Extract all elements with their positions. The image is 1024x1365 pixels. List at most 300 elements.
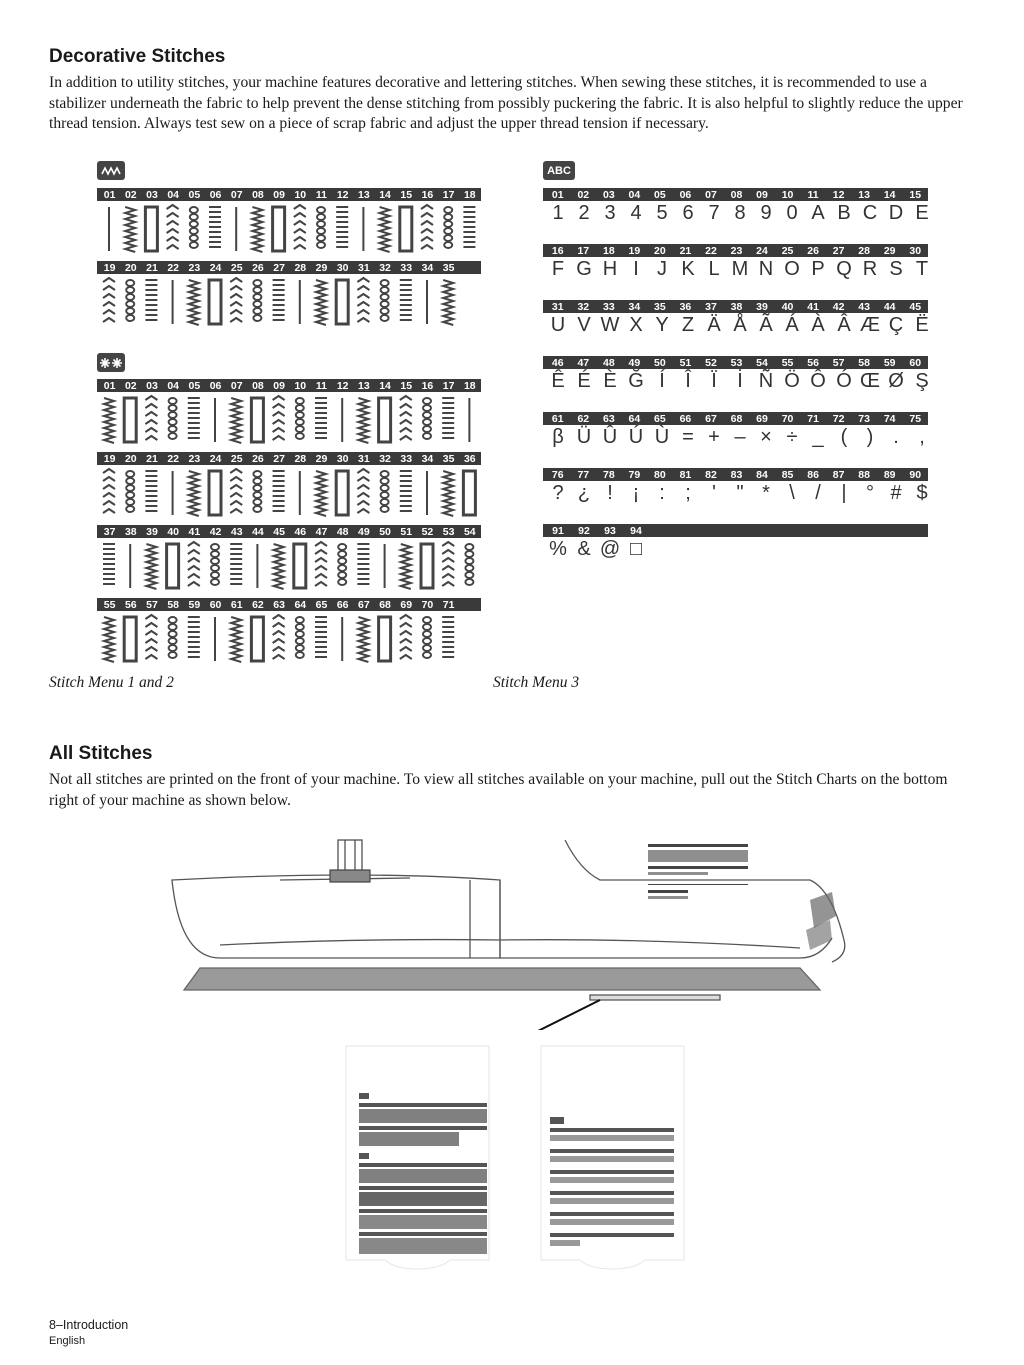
letter-number: 77 bbox=[577, 468, 590, 481]
stitch-pattern-icon bbox=[444, 207, 452, 248]
stitch-pattern-icon bbox=[189, 471, 199, 516]
stitch-pattern-icon bbox=[273, 280, 285, 320]
stitch-number: 04 bbox=[167, 379, 179, 392]
stitch-number: 02 bbox=[124, 379, 137, 392]
letter-number: 22 bbox=[705, 244, 717, 257]
menu3-number-row bbox=[543, 300, 928, 313]
letter-glyph: 7 bbox=[708, 202, 720, 224]
letter-number: 59 bbox=[883, 356, 896, 369]
letter-number: 79 bbox=[628, 468, 641, 481]
menu3-glyph-row bbox=[545, 426, 935, 449]
letter-glyph: Û bbox=[602, 426, 618, 448]
menu2-stitch-row-2 bbox=[97, 467, 481, 519]
stitch-number: 15 bbox=[400, 379, 413, 392]
stitch-number: 23 bbox=[188, 452, 201, 465]
stitch-number: 66 bbox=[336, 598, 349, 611]
stitch-number: 44 bbox=[252, 525, 264, 538]
letter-glyph: H bbox=[602, 258, 618, 280]
letter-number: 25 bbox=[781, 244, 794, 257]
stitch-pattern-icon bbox=[188, 398, 200, 438]
letter-number: 29 bbox=[883, 244, 896, 257]
stitch-pattern-icon bbox=[104, 617, 114, 662]
letter-number: 50 bbox=[654, 356, 666, 369]
letter-number: 41 bbox=[807, 300, 819, 313]
page-language: English bbox=[49, 1335, 86, 1347]
letter-glyph: B bbox=[837, 202, 851, 224]
stitch-pattern-icon bbox=[401, 544, 411, 589]
stitch-pattern-icon bbox=[315, 617, 327, 657]
stitch-number: 28 bbox=[294, 261, 307, 274]
stitch-pattern-icon bbox=[463, 207, 475, 247]
stitch-number: 32 bbox=[379, 261, 391, 274]
stitch-pattern-icon bbox=[145, 396, 157, 440]
stitch-pattern-icon bbox=[316, 280, 326, 325]
stitch-number: 37 bbox=[103, 525, 116, 538]
letter-glyph: İ bbox=[737, 370, 743, 392]
stitch-number: 18 bbox=[463, 188, 476, 201]
stitch-number: 61 bbox=[230, 598, 243, 611]
stitch-pattern-icon bbox=[230, 469, 242, 513]
stitch-pattern-icon bbox=[103, 278, 115, 322]
stitch-pattern-icon bbox=[189, 280, 199, 325]
letter-number: 09 bbox=[756, 188, 768, 201]
stitch-pattern-icon bbox=[294, 205, 306, 249]
stitch-pattern-icon bbox=[230, 278, 242, 322]
stitch-pattern-icon bbox=[379, 398, 391, 442]
letter-number: 58 bbox=[858, 356, 870, 369]
letter-number: 80 bbox=[654, 468, 666, 481]
letter-number: 83 bbox=[730, 468, 743, 481]
stitch-pattern-icon bbox=[357, 544, 369, 584]
stitch-pattern-icon bbox=[400, 207, 412, 251]
stitch-number: 20 bbox=[124, 261, 137, 274]
letter-glyph: Î bbox=[685, 370, 691, 392]
stitch-pattern-icon bbox=[126, 471, 134, 512]
letter-glyph: Y bbox=[655, 314, 669, 336]
letter-number: 14 bbox=[883, 188, 896, 201]
letter-number: 03 bbox=[602, 188, 615, 201]
stitch-number: 47 bbox=[315, 525, 328, 538]
letter-number: 51 bbox=[679, 356, 692, 369]
letter-number: 88 bbox=[858, 468, 870, 481]
letter-number: 30 bbox=[909, 244, 922, 257]
stitch-pattern-icon bbox=[316, 471, 326, 516]
stitch-number: 35 bbox=[442, 261, 455, 274]
letter-glyph: I bbox=[633, 258, 639, 280]
stitch-number: 05 bbox=[188, 379, 201, 392]
menu2-number-row-1 bbox=[97, 379, 481, 392]
stitch-number: 68 bbox=[379, 598, 391, 611]
letter-number: 10 bbox=[781, 188, 794, 201]
letter-number: 27 bbox=[832, 244, 845, 257]
letter-glyph: S bbox=[889, 258, 903, 280]
stitch-pattern-icon bbox=[379, 617, 391, 661]
letter-number: 21 bbox=[679, 244, 692, 257]
letter-number: 43 bbox=[858, 300, 870, 313]
stitch-number: 22 bbox=[167, 261, 179, 274]
letter-glyph: = bbox=[682, 426, 694, 448]
letter-glyph: É bbox=[577, 370, 591, 392]
letter-number: 52 bbox=[705, 356, 717, 369]
letter-number: 32 bbox=[577, 300, 590, 313]
letter-number: 70 bbox=[781, 412, 794, 425]
letter-number: 90 bbox=[909, 468, 922, 481]
menu3-glyph-row bbox=[545, 314, 935, 337]
stitch-pattern-icon bbox=[167, 205, 179, 249]
stitch-pattern-icon bbox=[315, 398, 327, 438]
page-number: 8–Introduction bbox=[49, 1318, 129, 1332]
stitch-number: 09 bbox=[273, 379, 285, 392]
letter-number: 91 bbox=[552, 524, 564, 537]
letter-glyph: 9 bbox=[760, 202, 772, 224]
stitch-pattern-icon bbox=[145, 615, 157, 659]
letter-glyph: ¡ bbox=[632, 482, 640, 504]
menu3-badge: ABC bbox=[543, 161, 575, 180]
stitch-number: 36 bbox=[463, 452, 476, 465]
letter-glyph: Ã bbox=[759, 314, 773, 336]
letter-glyph: Á bbox=[785, 314, 799, 336]
letter-number: 86 bbox=[807, 468, 819, 481]
stitch-number: 17 bbox=[442, 379, 455, 392]
letter-glyph: Ë bbox=[915, 314, 929, 336]
stitch-number: 50 bbox=[379, 525, 391, 538]
stitch-number: 25 bbox=[230, 452, 243, 465]
letter-glyph: 6 bbox=[682, 202, 694, 224]
letter-glyph: K bbox=[681, 258, 695, 280]
letter-number: 69 bbox=[756, 412, 768, 425]
letter-glyph: 0 bbox=[786, 202, 798, 224]
menu2-number-row-3 bbox=[97, 525, 481, 538]
stitch-number: 31 bbox=[358, 452, 370, 465]
letter-number: 38 bbox=[730, 300, 743, 313]
stitch-number: 46 bbox=[294, 525, 307, 538]
stitch-pattern-icon bbox=[421, 205, 433, 249]
letter-number: 18 bbox=[602, 244, 615, 257]
stitch-number: 70 bbox=[421, 598, 434, 611]
letter-number: 42 bbox=[832, 300, 845, 313]
stitch-pattern-icon bbox=[423, 398, 431, 439]
letter-number: 84 bbox=[756, 468, 768, 481]
letter-number: 63 bbox=[602, 412, 615, 425]
letter-glyph: × bbox=[760, 426, 772, 448]
menu1-badge-icon bbox=[97, 161, 125, 180]
stitch-number: 21 bbox=[146, 452, 158, 465]
letter-glyph: Ó bbox=[836, 370, 852, 392]
stitch-pattern-icon bbox=[442, 617, 454, 657]
stitch-pattern-icon bbox=[358, 398, 368, 443]
stitch-number: 12 bbox=[336, 379, 349, 392]
letter-glyph: _ bbox=[812, 426, 824, 448]
stitch-pattern-icon bbox=[211, 544, 219, 585]
stitch-pattern-icon bbox=[169, 617, 177, 658]
letter-glyph: Ù bbox=[654, 426, 670, 448]
menu3-number-row bbox=[543, 412, 928, 425]
menu3-glyph-row bbox=[545, 370, 935, 393]
letter-number: 92 bbox=[578, 524, 590, 537]
stitch-number: 26 bbox=[252, 452, 264, 465]
stitch-number: 45 bbox=[273, 525, 285, 538]
letter-number: 73 bbox=[858, 412, 870, 425]
menu2-number-row-4 bbox=[97, 598, 481, 611]
letter-number: 31 bbox=[551, 300, 564, 313]
stitch-number: 26 bbox=[252, 261, 264, 274]
menu1-number-row-2 bbox=[97, 261, 481, 274]
menu1-stitch-row-2 bbox=[97, 276, 481, 328]
letter-glyph: J bbox=[657, 258, 667, 280]
letter-glyph: X bbox=[629, 314, 643, 336]
menu3-glyph-row bbox=[545, 482, 935, 505]
stitch-number: 43 bbox=[230, 525, 243, 538]
stitch-pattern-icon bbox=[124, 398, 136, 442]
all-stitches-paragraph: Not all stitches are printed on the front of your machine. To view all stitches available on your machine, pull out the Stitch Charts on the bottom right of your machine as shown below. bbox=[49, 771, 948, 809]
letter-number: 54 bbox=[756, 356, 768, 369]
stitch-pattern-icon bbox=[381, 471, 389, 512]
stitch-number: 02 bbox=[124, 188, 137, 201]
menu2-stitch-row-4 bbox=[97, 613, 481, 665]
letter-glyph: * bbox=[762, 482, 770, 504]
letter-glyph: Ø bbox=[888, 370, 904, 392]
menu3-glyph-row bbox=[545, 258, 935, 281]
letter-number: 16 bbox=[551, 244, 564, 257]
stitch-number: 32 bbox=[379, 452, 391, 465]
stitch-pattern-icon bbox=[381, 280, 389, 321]
stitch-pattern-icon bbox=[146, 544, 156, 589]
letter-glyph: Ş bbox=[915, 370, 929, 392]
letter-number: 61 bbox=[551, 412, 564, 425]
letter-number: 68 bbox=[730, 412, 743, 425]
letter-number: 67 bbox=[705, 412, 717, 425]
letter-number: 48 bbox=[602, 356, 615, 369]
letter-glyph: P bbox=[811, 258, 825, 280]
letter-glyph: ' bbox=[712, 482, 716, 504]
letter-number: 06 bbox=[679, 188, 692, 201]
letter-number: 89 bbox=[883, 468, 896, 481]
stitch-number: 33 bbox=[400, 452, 413, 465]
stitch-number: 07 bbox=[230, 379, 243, 392]
stitch-pattern-icon bbox=[357, 469, 369, 513]
letter-glyph: À bbox=[811, 314, 825, 336]
stitch-number: 10 bbox=[294, 188, 307, 201]
letter-glyph: □ bbox=[629, 538, 643, 560]
stitch-number: 06 bbox=[209, 379, 222, 392]
stitch-chart-card-right bbox=[540, 1045, 685, 1270]
stitch-number: 71 bbox=[442, 598, 455, 611]
letter-glyph: \ bbox=[789, 482, 795, 504]
stitch-number: 41 bbox=[188, 525, 201, 538]
stitch-number: 29 bbox=[315, 261, 328, 274]
stitch-pattern-icon bbox=[400, 280, 412, 320]
stitch-number: 27 bbox=[273, 261, 285, 274]
stitch-pattern-icon bbox=[253, 280, 261, 321]
letter-number: 01 bbox=[551, 188, 564, 201]
stitch-number: 13 bbox=[358, 188, 370, 201]
stitch-chart-card-left bbox=[345, 1045, 490, 1270]
letter-glyph: R bbox=[862, 258, 878, 280]
stitch-pattern-icon bbox=[400, 615, 412, 659]
letter-glyph: Ï bbox=[711, 370, 717, 392]
letter-number: 40 bbox=[781, 300, 794, 313]
stitch-pattern-icon bbox=[273, 207, 285, 251]
stitch-number: 19 bbox=[103, 261, 116, 274]
letter-number: 78 bbox=[602, 468, 615, 481]
stitch-pattern-icon bbox=[421, 544, 433, 588]
stitch-pattern-icon bbox=[253, 471, 261, 512]
letter-number: 12 bbox=[832, 188, 845, 201]
letter-glyph: Ü bbox=[576, 426, 592, 448]
caption-menu3: Stitch Menu 3 bbox=[493, 674, 580, 691]
stitch-pattern-icon bbox=[400, 471, 412, 511]
stitch-pattern-icon bbox=[442, 542, 454, 586]
stitch-number: 23 bbox=[188, 261, 201, 274]
letter-glyph: – bbox=[734, 426, 746, 448]
menu3-glyph-row bbox=[545, 538, 649, 561]
letter-number: 49 bbox=[628, 356, 641, 369]
caption-menu12: Stitch Menu 1 and 2 bbox=[49, 674, 174, 691]
stitch-number: 12 bbox=[336, 188, 349, 201]
stitch-pattern-icon bbox=[357, 278, 369, 322]
letter-glyph: ! bbox=[607, 482, 613, 504]
letter-number: 72 bbox=[832, 412, 845, 425]
stitch-number: 20 bbox=[124, 452, 137, 465]
letter-number: 20 bbox=[654, 244, 666, 257]
stitch-number: 24 bbox=[209, 452, 222, 465]
letter-number: 62 bbox=[577, 412, 590, 425]
stitch-number: 27 bbox=[273, 452, 285, 465]
letter-glyph: G bbox=[576, 258, 592, 280]
stitch-pattern-icon bbox=[231, 398, 241, 443]
stitch-number: 52 bbox=[421, 525, 434, 538]
letter-glyph: Í bbox=[659, 370, 665, 392]
letter-glyph: ÷ bbox=[786, 426, 798, 448]
stitch-pattern-icon bbox=[443, 471, 453, 516]
stitch-number: 53 bbox=[442, 525, 455, 538]
menu1-stitch-row-1 bbox=[97, 203, 481, 255]
stitch-number: 31 bbox=[358, 261, 370, 274]
letter-glyph: 4 bbox=[630, 202, 642, 224]
letter-number: 19 bbox=[628, 244, 641, 257]
letter-glyph: L bbox=[708, 258, 720, 280]
menu3-number-row bbox=[543, 356, 928, 369]
menu3-number-row bbox=[543, 524, 928, 537]
stitch-pattern-icon bbox=[190, 207, 198, 248]
letter-glyph: T bbox=[915, 258, 929, 280]
letter-glyph: U bbox=[550, 314, 566, 336]
stitch-number: 51 bbox=[400, 525, 413, 538]
letter-number: 46 bbox=[551, 356, 564, 369]
stitch-pattern-icon bbox=[336, 280, 348, 324]
letter-glyph: Ô bbox=[810, 370, 826, 392]
stitch-number: 13 bbox=[358, 379, 370, 392]
stitch-number: 64 bbox=[294, 598, 307, 611]
letter-number: 74 bbox=[883, 412, 896, 425]
stitch-number: 28 bbox=[294, 452, 307, 465]
stitch-number: 17 bbox=[442, 188, 455, 201]
stitch-number: 55 bbox=[103, 598, 116, 611]
letter-number: 75 bbox=[909, 412, 922, 425]
stitch-pattern-icon bbox=[252, 207, 262, 252]
letter-glyph: Ğ bbox=[628, 370, 644, 392]
letter-number: 53 bbox=[730, 356, 743, 369]
menu3-glyph-row bbox=[545, 202, 935, 225]
letter-number: 37 bbox=[705, 300, 717, 313]
letter-glyph: ; bbox=[685, 482, 691, 504]
stitch-pattern-icon bbox=[443, 280, 453, 325]
stitch-number: 24 bbox=[209, 261, 222, 274]
menu2-number-row-2 bbox=[97, 452, 481, 465]
stitch-pattern-icon bbox=[145, 471, 157, 511]
letter-number: 66 bbox=[679, 412, 692, 425]
stitch-pattern-icon bbox=[167, 544, 179, 588]
stitch-pattern-icon bbox=[231, 617, 241, 662]
letter-glyph: % bbox=[549, 538, 567, 560]
stitch-number: 56 bbox=[124, 598, 137, 611]
letter-glyph: D bbox=[888, 202, 904, 224]
stitch-number: 54 bbox=[463, 525, 476, 538]
stitch-number: 35 bbox=[442, 452, 455, 465]
letter-glyph: , bbox=[919, 426, 925, 448]
stitch-number: 62 bbox=[252, 598, 264, 611]
stitch-number: 25 bbox=[230, 261, 243, 274]
letter-number: 82 bbox=[705, 468, 717, 481]
letter-glyph: M bbox=[731, 258, 749, 280]
stitch-pattern-icon bbox=[317, 207, 325, 248]
letter-number: 55 bbox=[781, 356, 794, 369]
stitch-number: 48 bbox=[336, 525, 349, 538]
stitch-number: 22 bbox=[167, 452, 179, 465]
letter-glyph: È bbox=[603, 370, 617, 392]
stitch-pattern-icon bbox=[230, 544, 242, 584]
letter-glyph: 2 bbox=[578, 202, 590, 224]
stitch-number: 08 bbox=[252, 379, 264, 392]
stitch-pattern-icon bbox=[294, 544, 306, 588]
stitch-number: 42 bbox=[209, 525, 222, 538]
letter-glyph: Ú bbox=[628, 426, 644, 448]
stitch-pattern-icon bbox=[296, 398, 304, 439]
stitch-number: 59 bbox=[188, 598, 201, 611]
stitch-number: 40 bbox=[167, 525, 179, 538]
letter-glyph: . bbox=[893, 426, 899, 448]
letter-glyph: A bbox=[811, 202, 825, 224]
letter-glyph: V bbox=[577, 314, 591, 336]
letter-glyph: Œ bbox=[860, 370, 880, 392]
stitch-number: 06 bbox=[209, 188, 222, 201]
menu3-number-row bbox=[543, 244, 928, 257]
stitch-pattern-icon bbox=[423, 617, 431, 658]
stitch-number: 49 bbox=[358, 525, 370, 538]
letter-glyph: | bbox=[841, 482, 847, 504]
stitch-number: 11 bbox=[315, 379, 328, 392]
letter-number: 07 bbox=[705, 188, 717, 201]
stitch-number: 34 bbox=[421, 261, 434, 274]
letter-number: 47 bbox=[577, 356, 590, 369]
stitch-pattern-icon bbox=[463, 471, 475, 515]
stitch-number: 05 bbox=[188, 188, 201, 201]
stitch-number: 21 bbox=[146, 261, 158, 274]
stitch-pattern-icon bbox=[103, 544, 115, 584]
stitch-number: 29 bbox=[315, 452, 328, 465]
decorative-paragraph: In addition to utility stitches, your machine features decorative and lettering stitches. When sewing these stitches, it is recommended to use a stabilizer underneath the fabric to help prevent the dense stitching from possibly puckering the fabric. It is also helpful to slightly reduce the upper thread tension. Always test sew on a piece of scrap fabric and adjust the upper thread tension if necessary. bbox=[49, 74, 963, 132]
letter-number: 26 bbox=[807, 244, 819, 257]
menu3-number-row bbox=[543, 188, 928, 201]
letter-number: 08 bbox=[730, 188, 743, 201]
stitch-number: 39 bbox=[146, 525, 158, 538]
letter-glyph: Ê bbox=[551, 370, 565, 392]
stitch-number: 69 bbox=[400, 598, 413, 611]
letter-number: 02 bbox=[577, 188, 590, 201]
decorative-heading: Decorative Stitches bbox=[49, 46, 226, 67]
letter-glyph: ° bbox=[866, 482, 874, 504]
letter-glyph: Ä bbox=[707, 314, 721, 336]
